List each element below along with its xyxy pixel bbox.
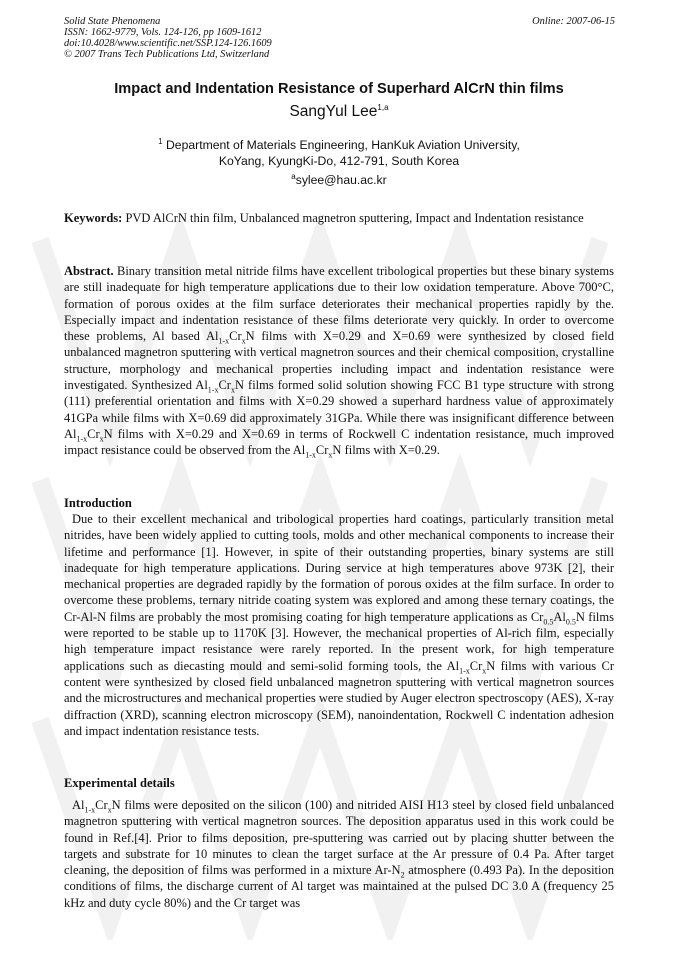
author-marks: 1,a — [377, 102, 389, 112]
affiliation-line-1: $^1$ Department of Materials Engineering, HanKuk Aviation University, — [158, 136, 520, 152]
introduction-paragraph: Due to their excellent mechanical and tribological properties hard coatings, particularly transition metal nitrides, have been widely applied to cutting tools, molds and other mechanical components to increase their lifetime and performance [1]. However, in spite of their outstanding properties, binary systems are still inadequate for high temperature applications. During service at high temperatures above 973K [2], their mechanical properties are degraded rapidly by the formation of porous oxides at the film surface. In order to overcome these problems, ternary nitride coating system was explored and among these ternary coatings, the Cr-Al-N films are probably the most promising coating for high temperature applications as $Cr_{0.5}Al_{0.5}N$ films were reported to be stable up to 1170K [3]. However, the mechanical properties of Al-rich film, especially high temperature impact resistance were rarely reported. In the present work, for high temperature applications such as diecasting mould and semi-solid forming tools, the $Al_{1-x}Cr_xN$ films with various Cr content were synthesized by closed field unbalanced magnetron sputtering with vertical magnetron sources and the microstructures and mechanical properties were studied by Auger electron spectroscopy (AES), X-ray diffraction (XRD), scanning electron microscopy (SEM), nanoindentation, Rockwell C indentation adhesion and impact indentation resistance tests. — [64, 512, 614, 738]
paper-title: Impact and Indentation Resistance of Superhard AlCrN thin films — [114, 81, 564, 97]
section-heading-introduction: Introduction — [64, 496, 132, 510]
formula-alcrn: $Al_{1-x}Cr_xN$ — [64, 426, 113, 444]
online-date: Online: 2007-06-15 — [532, 16, 615, 27]
keywords-label: Keywords: — [64, 211, 123, 225]
formula-alcrn: $Al_{1-x}Cr_xN$ — [205, 329, 255, 346]
formula-alcrn: $Al_{1-x}Cr_xN$ — [72, 798, 121, 815]
formula-cr05al05n: $Cr_{0.5}Al_{0.5}N$ — [530, 609, 585, 627]
email-mark: a — [291, 171, 296, 181]
experimental-paragraph: $Al_{1-x}Cr_xN$ films were deposited on the silicon (100) and nitrided AISI H13 steel by closed field unbalanced magnetron sputtering with vertical magnetron sources. The deposition apparatus used in this work could be found in Ref.[4]. Prior to films deposition, pre-sputtering was carried out by placing shutter between the targets and substrate for 10 minutes to clean the target surface at the Ar pressure of 0.4 Pa. After target cleaning, the deposition of films was performed in a mixture $Ar-N_2$ atmosphere (0.493 Pa). In the deposition conditions of films, the discharge current of Al target was maintained at the pulsed DC 3.0 A (frequency 25 kHz and duty cycle 80%) and the Cr target was — [64, 798, 614, 910]
author-line — [0, 103, 678, 121]
keywords-text: PVD AlCrN thin film, Unbalanced magnetron sputtering, Impact and Indentation resistance — [125, 211, 584, 225]
journal-header — [64, 16, 272, 60]
affiliation-mark: 1 — [158, 136, 163, 146]
n2-subscript: 2 — [400, 870, 405, 880]
doi-line: doi:10.4028/www.scientific.net/SSP.124-126.1609 — [64, 38, 272, 49]
author-name: SangYul Lee — [289, 103, 378, 120]
affiliation — [0, 137, 678, 169]
section-heading-experimental: Experimental details — [64, 776, 175, 790]
journal-name: Solid State Phenomena — [64, 16, 161, 27]
abstract: Abstract. Binary transition metal nitride films have excellent tribological properties but these binary systems are still inadequate for high temperature applications due to their low oxidation temperature. Above 700°C, formation of porous oxides at the film surface deteriorates their mechanical properties rapidly by the. Especially impact and indentation resistance of these films deteriorate very quickly. In order to overcome these problems, Al based $Al_{1-x}Cr_xN$ films with X=0.29 and X=0.69 were synthesized by closed field unbalanced magnetron sputtering with vertical magnetron sources and their chemical composition, crystalline structure, morphology and mechanical properties including impact and indentation resistance were investigated. Synthesized $Al_{1-x}Cr_xN$ films formed solid solution showing FCC B1 type structure with strong (111) preferential orientation and films with X=0.29 showed a superhard hardness value of approximately 41GPa while films with X=0.69 did approximately 31GPa. While there was insignificant difference between $Al_{1-x}Cr_xN$ films with X=0.29 and X=0.69 in terms of Rockwell C indentation resistance, much improved impact resistance could be observed from the $Al_{1-x}Cr_xN$ films with X=0.29. — [64, 264, 615, 460]
keywords — [64, 210, 614, 226]
issn-line: ISSN: 1662-9779, Vols. 124-126, pp 1609-1612 — [64, 27, 262, 38]
author-email: $^a$sylee@hau.ac.kr — [291, 171, 387, 187]
abstract-label: Abstract. — [64, 264, 114, 278]
formula-alcrn: $Al_{1-x}Cr_xN$ — [446, 658, 496, 676]
copyright-line: © 2007 Trans Tech Publications Ltd, Switzerland — [64, 49, 270, 60]
formula-alcrn: $Al_{1-x}Cr_xN$ — [292, 443, 342, 460]
formula-alcrn: $Al_{1-x}Cr_xN$ — [195, 378, 244, 395]
affiliation-line-2: KoYang, KyungKi-Do, 412-791, South Korea — [218, 154, 460, 168]
